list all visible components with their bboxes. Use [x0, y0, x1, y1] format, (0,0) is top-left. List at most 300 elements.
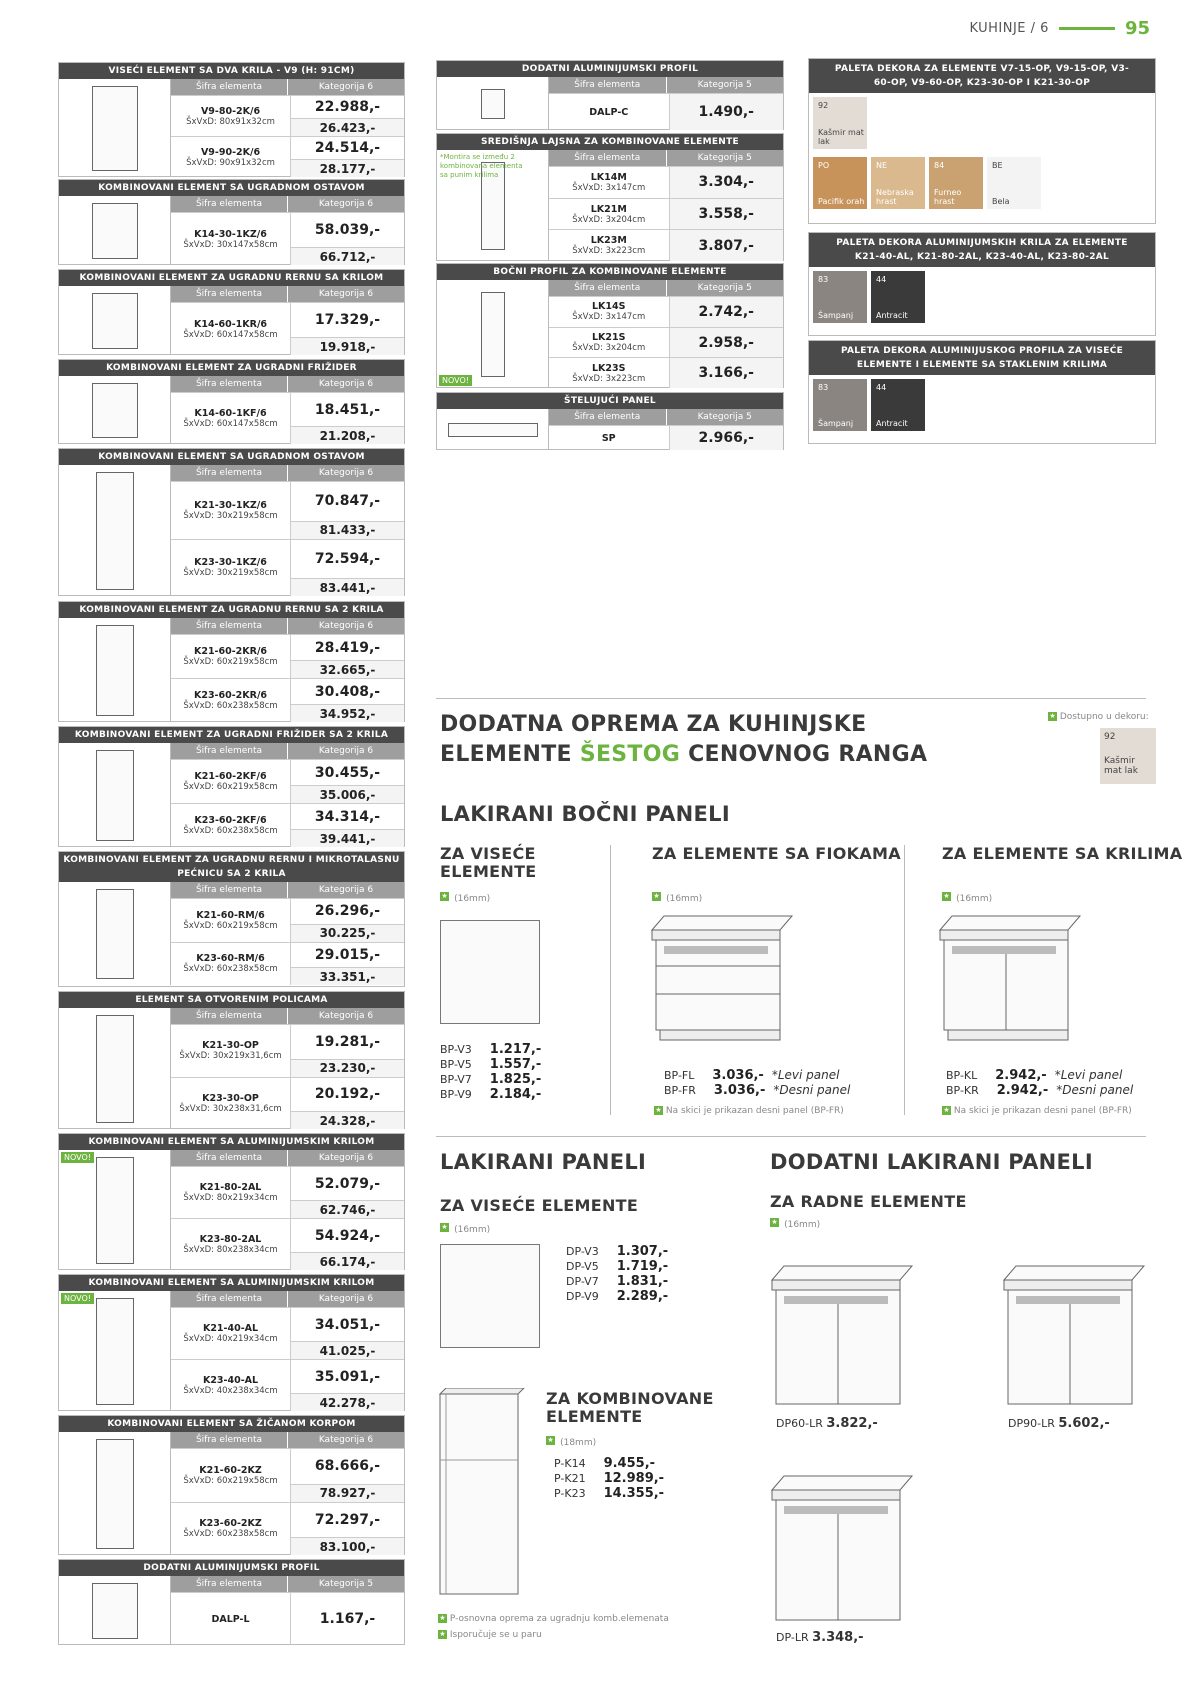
table-row [171, 759, 404, 803]
block-table [171, 79, 404, 177]
table-row [171, 1502, 404, 1556]
price-action: 17.329,- [314, 312, 381, 328]
swatch-name: Antracit [876, 419, 908, 428]
item-dimensions: ŠxVxD: 30x147x58cm [183, 239, 278, 250]
star-icon: ★ [653, 892, 660, 900]
section-divider [436, 1136, 1146, 1137]
swatch-row [809, 153, 1155, 213]
block-title: KOMBINOVANI ELEMENT SA UGRADNOM OSTAVOM [59, 449, 404, 465]
item-code-cell [549, 426, 669, 450]
cabinet-image [59, 1576, 171, 1645]
panel-side-note: *Desni panel [773, 1083, 851, 1097]
col-category-header: Kategorija 5 [666, 150, 784, 166]
block-title: SREDIŠNJA LAJSNA ZA KOMBINOVANE ELEMENTE [437, 134, 783, 150]
table-header [171, 882, 404, 898]
spacer [748, 1150, 749, 1610]
item-code: K14-60-1KF/6 [194, 408, 267, 419]
kasmir-swatch [1100, 728, 1156, 784]
swatch-code: 83 [818, 383, 829, 392]
block-body [59, 376, 404, 444]
novo-badge: NOVO! [61, 1293, 94, 1304]
item-price-cell [290, 635, 404, 678]
table-header [171, 79, 404, 95]
color-swatch [871, 379, 925, 431]
foot1 [438, 1614, 669, 1624]
block-title: KOMBINOVANI ELEMENT SA ŽIČANOM KORPOM [59, 1416, 404, 1432]
panel-price: 2.942,- [995, 1068, 1047, 1083]
price-regular: 42.278,- [291, 1393, 404, 1411]
block-title: KOMBINOVANI ELEMENT SA ALUMINIJUMSKIM KRILOM [59, 1134, 404, 1150]
panel-price: 1.719,- [616, 1259, 669, 1274]
item-code: LK21S [592, 332, 626, 343]
price: 3.558,- [670, 199, 784, 230]
price-action: 52.079,- [314, 1175, 381, 1192]
g4-title: ZA VISEĆE ELEMENTE [440, 1196, 639, 1215]
item-code: K23-60-RM/6 [196, 953, 265, 965]
price-row [554, 1471, 664, 1486]
col-code-header: Šifra elementa [574, 283, 641, 293]
price-row [566, 1244, 668, 1259]
item-price-cell [669, 426, 784, 450]
block-table [549, 280, 783, 388]
col-category-header: Kategorija 6 [287, 376, 404, 392]
cabinet-sketch [92, 293, 138, 349]
g3-mm [942, 886, 992, 905]
table-header [549, 280, 783, 296]
item-dimensions: ŠxVxD: 60x238x58cm [183, 701, 278, 711]
color-swatch [987, 157, 1041, 209]
col-code-header: Šifra elementa [195, 289, 263, 299]
block-title: VISEĆI ELEMENT SA DVA KRILA - V9 (H: 91CM) [59, 63, 404, 79]
item-code-cell [171, 393, 290, 444]
item-code-cell [549, 167, 669, 198]
profile-image [437, 150, 549, 261]
table-row [171, 1359, 404, 1411]
cabinet-block [58, 1415, 405, 1555]
profile-sketch [481, 292, 505, 377]
price-regular: 34.952,- [291, 704, 404, 722]
color-swatch [871, 157, 925, 209]
panel-price: 2.184,- [489, 1087, 542, 1102]
g4-mm [440, 1217, 490, 1236]
price-row [566, 1274, 668, 1289]
item-code: K14-30-1KZ/6 [194, 228, 267, 240]
cabinet-image [59, 465, 171, 596]
item-code-cell [171, 1078, 290, 1130]
price-row [440, 1087, 541, 1102]
panel-code: DP-V7 [566, 1275, 599, 1288]
panel-price: 14.355,- [603, 1486, 665, 1501]
panel-side-note: *Desni panel [1056, 1083, 1134, 1097]
star-icon: ★ [943, 1106, 950, 1114]
tall-panel-sketch [438, 1388, 528, 1598]
col-category-header: Kategorija 5 [666, 77, 784, 93]
table-header [549, 150, 783, 166]
color-swatch [813, 271, 867, 323]
g1-price-list [440, 1042, 541, 1102]
color-swatch [871, 271, 925, 323]
item-price-cell [669, 230, 784, 261]
price-regular: 30.225,- [291, 924, 404, 942]
item-code: LK14S [592, 301, 626, 313]
price-action: 24.514,- [314, 140, 381, 156]
swatch-name: Kašmir mat lak [1104, 756, 1138, 776]
price-action: 26.296,- [314, 903, 381, 920]
price-action: 72.297,- [314, 1511, 381, 1528]
item-price-cell [290, 1449, 404, 1502]
item-code-cell [171, 1219, 290, 1270]
cabinet-image [59, 1150, 171, 1270]
item-code-cell [549, 328, 669, 358]
block-body [59, 1150, 404, 1270]
cabinet-image [59, 79, 171, 177]
profile-image [437, 409, 549, 450]
cabinet-image [59, 286, 171, 355]
price-regular: 24.328,- [291, 1111, 404, 1129]
block-table [171, 1432, 404, 1555]
price-action: 28.419,- [314, 639, 381, 656]
star-icon: ★ [1049, 712, 1056, 720]
price-action: 18.451,- [314, 401, 381, 418]
profile-block [436, 60, 784, 130]
cabinet-sketch [92, 203, 138, 259]
col-code-header: Šifra elementa [195, 621, 263, 631]
price-action: 29.015,- [314, 946, 381, 963]
section-title-line2 [440, 740, 927, 770]
item-code-cell [171, 303, 290, 355]
panel-code: BP-KL [946, 1069, 978, 1082]
block-table [171, 618, 404, 722]
panel-price: 2.289,- [616, 1289, 669, 1304]
price-regular: 41.025,- [291, 1341, 404, 1359]
price-action: 20.192,- [314, 1086, 381, 1103]
item-code: LK21M [590, 203, 627, 215]
header-rule [1059, 27, 1115, 30]
dp90-code: DP90-LR [1008, 1417, 1055, 1430]
col-category-header: Kategorija 6 [287, 743, 404, 759]
price-regular: 66.712,- [291, 247, 404, 265]
price-action: 19.281,- [314, 1033, 381, 1050]
panel-sketch-dp [440, 1244, 540, 1348]
swatch-row [809, 93, 1155, 153]
cabinet-image [59, 882, 171, 985]
table-header [171, 1008, 404, 1024]
novo-badge: NOVO! [439, 375, 472, 386]
col-code-header: Šifra elementa [574, 153, 641, 163]
item-dimensions: ŠxVxD: 60x219x58cm [183, 657, 278, 667]
col-category-header: Kategorija 6 [287, 1291, 404, 1307]
g4-price-list [566, 1244, 668, 1304]
cabinet-image [59, 1432, 171, 1555]
item-code: K23-60-2KF/6 [194, 815, 267, 826]
item-code: K23-30-1KZ/6 [194, 557, 267, 569]
col-code-header: Šifra elementa [195, 1294, 263, 1304]
table-row [549, 198, 783, 230]
bocni-title: LAKIRANI BOČNI PANELI [440, 802, 730, 826]
item-dimensions: ŠxVxD: 30x238x31,6cm [179, 1103, 282, 1114]
table-row [171, 539, 404, 597]
panel-price: 9.455,- [603, 1456, 656, 1471]
price: 1.490,- [670, 94, 784, 130]
section-title [440, 710, 927, 770]
item-price-cell [290, 1078, 404, 1130]
table-header [171, 1291, 404, 1307]
item-code: K21-60-RM/6 [196, 909, 265, 921]
cabinet-sketch [92, 383, 138, 438]
price-row [946, 1068, 1133, 1083]
table-row [549, 166, 783, 198]
cabinet-image [59, 618, 171, 722]
price-row [566, 1289, 668, 1304]
item-code: LK14M [590, 171, 627, 183]
g3-foot [942, 1106, 1132, 1116]
table-row [171, 212, 404, 265]
item-dimensions: ŠxVxD: 60x147x58cm [183, 329, 278, 340]
col-category-header: Kategorija 5 [666, 280, 784, 296]
col-category-header: Kategorija 5 [666, 409, 784, 425]
price-row [554, 1456, 664, 1471]
panel-code: P-K14 [554, 1457, 586, 1470]
item-price-cell [290, 137, 404, 177]
block-title: ELEMENT SA OTVORENIM POLICAMA [59, 992, 404, 1008]
item-price-cell [290, 899, 404, 942]
price-regular: 35.006,- [291, 785, 404, 803]
page-number: 95 [1124, 18, 1150, 39]
table-row [549, 296, 783, 327]
dplr-value: 3.348,- [812, 1630, 864, 1645]
cabinet-sketch [96, 1298, 134, 1405]
price-regular: 19.918,- [291, 337, 404, 355]
item-code-cell [171, 1308, 290, 1359]
block-table [549, 77, 783, 130]
swatch-name: Šampanj [818, 311, 854, 320]
cabinet-image [59, 743, 171, 847]
dp60-price [776, 1416, 878, 1431]
swatch-code: 44 [876, 383, 887, 392]
price-action: 70.847,- [314, 493, 381, 510]
item-code: LK23S [592, 362, 626, 374]
cabinet-block [58, 448, 405, 596]
price-row [566, 1259, 668, 1274]
cabinet-block [58, 62, 405, 177]
swatch-name: Furneo hrast [934, 188, 962, 206]
price-action: 30.408,- [314, 683, 381, 700]
panel-price: 1.307,- [616, 1244, 669, 1259]
item-code-cell [171, 1025, 290, 1077]
g1-mm [440, 886, 490, 905]
table-header [549, 409, 783, 425]
item-price-cell [669, 167, 784, 198]
g6-mm [770, 1212, 820, 1231]
panel-price: 1.557,- [489, 1057, 542, 1072]
col-category-header: Kategorija 6 [287, 618, 404, 634]
col-code-header: Šifra elementa [195, 1435, 263, 1445]
swatch-code: 92 [818, 101, 829, 110]
col-code-header: Šifra elementa [195, 82, 263, 92]
price: 3.807,- [670, 230, 784, 261]
col-code-header: Šifra elementa [195, 885, 263, 895]
swatch-name: Kašmir mat lak [818, 128, 864, 146]
g2-foot [654, 1106, 844, 1116]
item-code-cell [171, 943, 290, 986]
price-regular: 81.433,- [291, 521, 404, 539]
dp60-sketch [770, 1264, 915, 1409]
item-code: DALP-C [589, 106, 629, 118]
dp90-sketch [1002, 1264, 1147, 1409]
dod-title: DODATNI LAKIRANI PANELI [770, 1150, 1093, 1174]
item-code: DALP-L [211, 1613, 250, 1625]
item-price-cell [290, 540, 404, 597]
item-price-cell [290, 1167, 404, 1218]
block-body [59, 465, 404, 596]
block-table [549, 409, 783, 450]
panel-code: BP-KR [946, 1084, 979, 1097]
profile-block [436, 392, 784, 450]
panel-price: 1.825,- [489, 1072, 542, 1087]
table-row [549, 93, 783, 130]
price-action: 34.051,- [314, 1316, 381, 1333]
block-table [171, 743, 404, 847]
g6-title: ZA RADNE ELEMENTE [770, 1192, 967, 1211]
table-header [171, 1576, 404, 1592]
price-regular: 39.441,- [291, 829, 404, 847]
item-code: K23-60-2KR/6 [193, 690, 268, 701]
panel-code: DP-V9 [566, 1290, 599, 1303]
item-price-cell [290, 213, 404, 265]
panel-sketch-v [440, 920, 540, 1024]
star-icon: ★ [439, 1630, 446, 1638]
col-code-header: Šifra elementa [195, 379, 263, 389]
cabinet-sketch [96, 889, 134, 979]
block-title: KOMBINOVANI ELEMENT ZA UGRADNI FRIŽIDER SA 2 KRILA [59, 727, 404, 743]
block-body [59, 743, 404, 847]
col-code-header: Šifra elementa [195, 199, 263, 209]
dp60-code: DP60-LR [776, 1417, 823, 1430]
g3-foot-text: Na skici je prikazan desni panel (BP-FR) [953, 1106, 1132, 1116]
table-row [171, 481, 404, 539]
item-code-cell [171, 1593, 290, 1645]
item-code-cell [171, 213, 290, 265]
item-price-cell [669, 358, 784, 388]
item-dimensions: ŠxVxD: 60x238x58cm [183, 826, 278, 836]
block-body [437, 150, 783, 261]
item-code-cell [549, 358, 669, 388]
panel-code: BP-V3 [440, 1043, 472, 1056]
swatch-name: Antracit [876, 311, 908, 320]
foot2 [438, 1630, 542, 1640]
block-title: KOMBINOVANI ELEMENT SA ALUMINIJUMSKIM KRILOM [59, 1275, 404, 1291]
item-code: SP [601, 432, 616, 444]
price-regular: 21.208,- [291, 426, 404, 444]
block-table [549, 150, 783, 261]
cabinet-sketch [96, 1157, 134, 1264]
block-body [59, 1291, 404, 1411]
cabinet-image [59, 196, 171, 265]
block-title: KOMBINOVANI ELEMENT ZA UGRADNU RERNU SA KRILOM [59, 270, 404, 286]
table-row [549, 327, 783, 358]
col-code-header: Šifra elementa [195, 1579, 263, 1589]
block-body [59, 1432, 404, 1555]
table-row [549, 229, 783, 261]
table-header [171, 743, 404, 759]
cabinet-block [58, 726, 405, 847]
item-dimensions: ŠxVxD: 3x147cm [572, 182, 646, 193]
item-code: K23-40-AL [202, 1375, 259, 1386]
table-row [171, 136, 404, 177]
block-table [171, 196, 404, 265]
price-action: 35.091,- [314, 1368, 381, 1385]
foot2-text: Isporučuje se u paru [449, 1630, 542, 1640]
panel-code: BP-V5 [440, 1058, 472, 1071]
item-code-cell [171, 635, 290, 678]
price-regular: 83.100,- [291, 1537, 404, 1555]
dp90-value: 5.602,- [1058, 1416, 1110, 1431]
panel-price: 12.989,- [603, 1471, 665, 1486]
item-dimensions: ŠxVxD: 60x219x58cm [183, 920, 278, 931]
star-icon: ★ [943, 892, 950, 900]
item-dimensions: ŠxVxD: 80x91x32cm [186, 116, 275, 127]
panel-code: P-K21 [554, 1472, 586, 1485]
panel-price: 3.036,- [713, 1083, 766, 1098]
panel-side-note: *Levi panel [1054, 1068, 1123, 1082]
block-body [59, 196, 404, 265]
cabinet-sketch [96, 750, 134, 841]
table-row [171, 678, 404, 722]
dp90-price [1008, 1416, 1110, 1431]
item-price-cell [669, 94, 784, 130]
price-regular: 62.746,- [291, 1200, 404, 1218]
block-body [59, 79, 404, 177]
price-action: 30.455,- [314, 764, 381, 781]
item-dimensions: ŠxVxD: 80x219x34cm [183, 1193, 278, 1203]
cabinet-sketch [92, 86, 138, 171]
col-category-header: Kategorija 6 [287, 286, 404, 302]
item-code: K23-80-2AL [199, 1234, 262, 1245]
panel-price: 3.036,- [712, 1068, 764, 1083]
price-row [664, 1068, 850, 1083]
item-dimensions: ŠxVxD: 80x238x34cm [183, 1245, 278, 1255]
cabinet-block [58, 991, 405, 1129]
col-code-header: Šifra elementa [574, 80, 641, 90]
block-body [59, 882, 404, 985]
item-code-cell [549, 230, 669, 261]
profile-block [436, 263, 784, 388]
price-regular: 26.423,- [291, 118, 404, 136]
mm: (18mm) [560, 1438, 597, 1448]
block-body [59, 618, 404, 722]
table-header [549, 77, 783, 93]
table-row [171, 1077, 404, 1130]
item-price-cell [290, 482, 404, 539]
item-code-cell [171, 1503, 290, 1556]
item-price-cell [290, 1219, 404, 1270]
color-swatch [813, 379, 867, 431]
color-swatch [929, 157, 983, 209]
divider [904, 845, 905, 1115]
cabinet-sketch [96, 625, 134, 716]
cabinet-image [59, 376, 171, 444]
item-dimensions: ŠxVxD: 40x219x34cm [183, 1334, 278, 1344]
swatch-code: 92 [1104, 732, 1116, 742]
swatch-name: Bela [992, 197, 1010, 206]
price-regular: 32.665,- [291, 660, 404, 678]
g1-title: ZA VISEĆE ELEMENTE [440, 844, 537, 881]
mount-note: *Montira se između 2 kombinovana elementa sa punim krilima [440, 153, 523, 179]
cabinet-block [58, 1559, 405, 1645]
profile-block [436, 133, 784, 261]
block-table [171, 286, 404, 355]
item-code: K14-60-1KR/6 [193, 318, 268, 330]
